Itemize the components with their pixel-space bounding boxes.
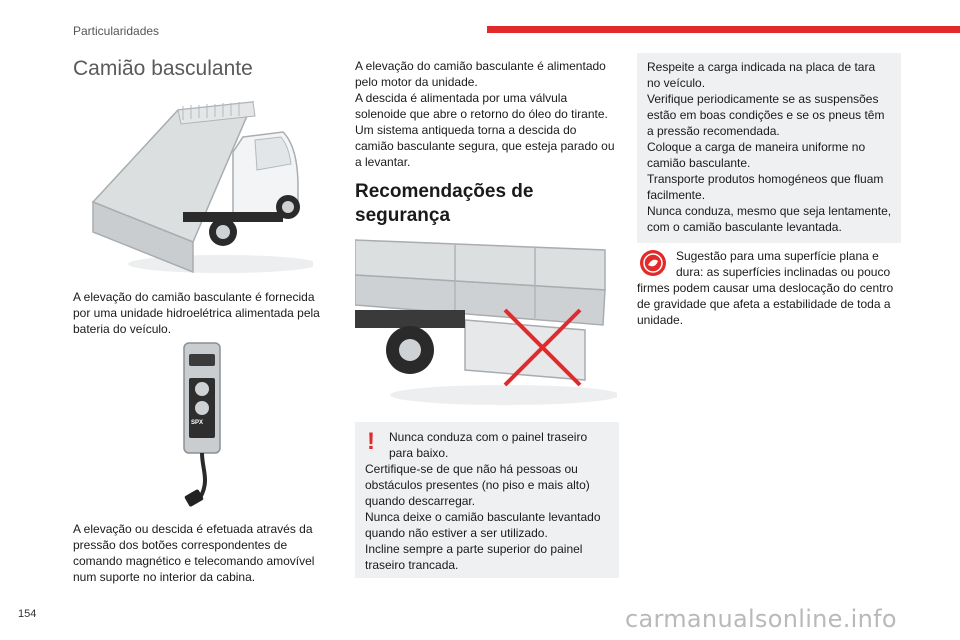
header-accent-bar [487,26,960,33]
watermark-url[interactable]: carmanualsonline.info [625,605,897,633]
info-line: Respeite a carga indicada na placa de tara [647,60,876,74]
info-line: estão em boas condições e se os pneus têm [647,108,885,122]
text-line: A elevação do camião basculante é alimentado [355,59,606,73]
tip-line: Sugestão para uma superfície plana e [676,249,879,263]
tip-line: dura: as superfícies inclinadas ou pouco [676,265,891,279]
section-header: Particularidades [73,24,160,38]
warning-line: para baixo. [389,446,449,460]
safety-heading [355,180,533,228]
remote-brand-label: SPX [191,420,204,426]
exclamation-icon: ! [367,428,375,455]
warning-line: Certifique-se de que não há pessoas ou [365,462,578,476]
warning-box [355,422,619,578]
tip-line: firmes podem causar uma deslocação do centro [637,281,894,295]
power-description [355,58,625,170]
info-line: a pressão recomendada. [647,124,780,138]
warning-line: Incline sempre a parte superior do painel [365,542,583,556]
text-line: A descida é alimentada por uma válvula [355,91,568,105]
text-line: a levantar. [355,155,411,169]
text-line: camião basculante segura, que esteja parado ou [355,139,615,153]
text-line: solenoide que abre o retorno do óleo do tirante. [355,107,608,121]
heading-line: segurança [355,205,451,226]
page-title: Camião basculante [73,57,253,80]
tip-line: unidade. [637,313,684,327]
page-number: 154 [18,608,37,620]
info-line: com o camião basculante levantada. [647,220,842,234]
warning-line: Nunca deixe o camião basculante levantado [365,510,601,524]
warning-line: quando descarregar. [365,494,476,508]
info-box [637,53,901,243]
info-line: Coloque a carga de maneira uniforme no [647,140,866,154]
intro-paragraph: A elevação do camião basculante é fornecida por uma unidade hidroelétrica alimentada pela bateria do veículo. [73,290,320,336]
warning-line: Nunca conduza com o painel traseiro [389,430,588,444]
tip-line: de gravidade que afeta a estabilidade de toda a [637,297,891,311]
info-line: facilmente. [647,188,706,202]
info-line: Transporte produtos homogéneos que fluam [647,172,884,186]
heading-line: Recomendações de [355,181,534,202]
info-line: Verifique periodicamente se as suspensões [647,92,879,106]
warning-line: traseiro trancada. [365,558,459,572]
text-line: pelo motor da unidade. [355,75,478,89]
warning-line: quando não estiver a ser utilizado. [365,526,548,540]
eco-tip-icon [639,249,667,277]
tailgate-warning-illustration [355,230,617,410]
text-line: Um sistema antiqueda torna a descida do [355,123,577,137]
info-line: camião basculante. [647,156,751,170]
operation-paragraph: A elevação ou descida é efetuada através da pressão dos botões correspondentes de comando magnético e telecomando amovível num suporte no interior da cabina. [73,522,315,584]
warning-line: obstáculos presentes (no piso e mais alto) [365,478,590,492]
tipper-truck-illustration [83,92,313,277]
info-line: Nunca conduza, mesmo que seja lentamente, [647,204,892,218]
info-line: no veículo. [647,76,706,90]
